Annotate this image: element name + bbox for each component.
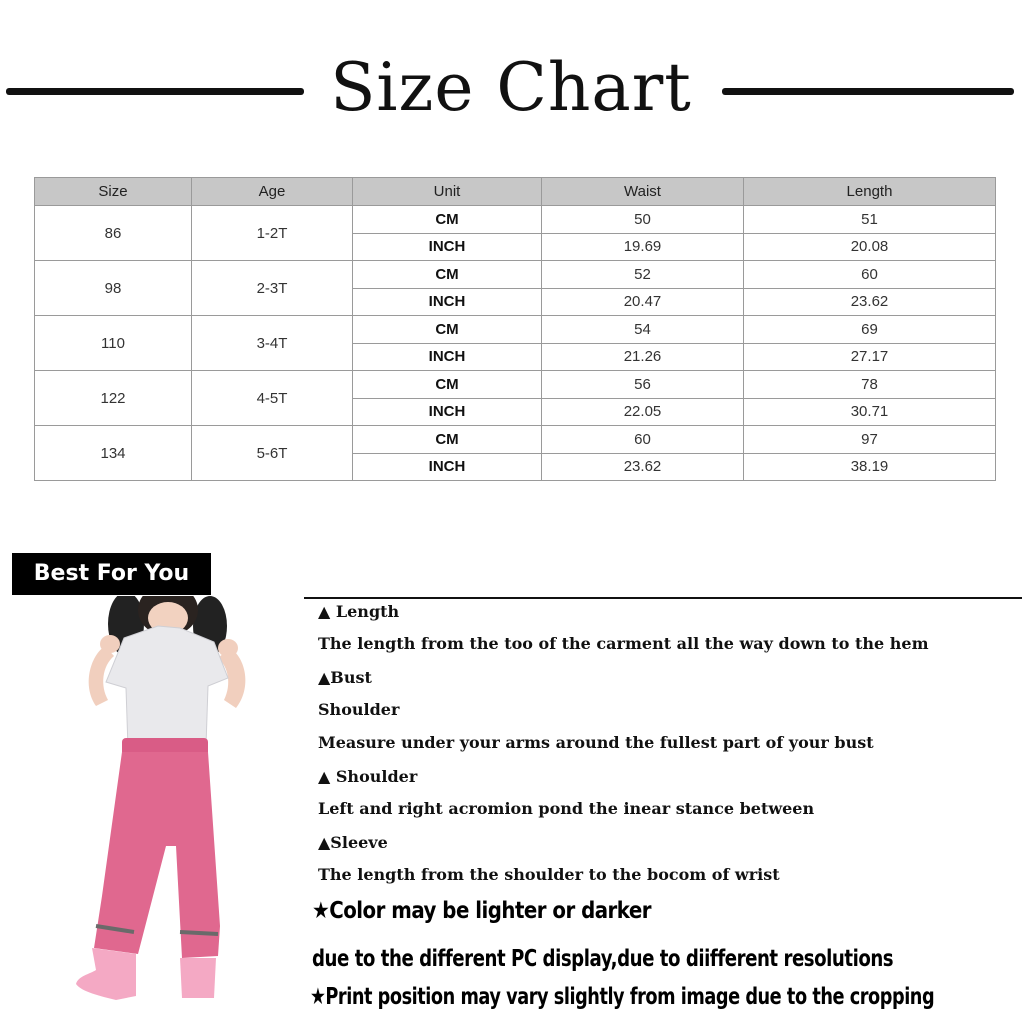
right-boot [180,958,216,998]
unit-cell: INCH [353,233,542,261]
length-cell: 60 [744,261,996,289]
age-cell: 4-5T [192,371,353,426]
waist-cell: 52 [542,261,744,289]
t-shirt [106,626,228,748]
waist-cell: 56 [542,371,744,399]
length-cell: 23.62 [744,288,996,316]
bust-description: Measure under your arms around the fullest part of your bust [318,733,874,752]
waist-cell: 20.47 [542,288,744,316]
color-note: ★Color may be lighter or darker [312,898,652,924]
waist-cell: 19.69 [542,233,744,261]
print-note: ★Print position may vary slightly from image due to the cropping [310,984,935,1010]
length-cell: 20.08 [744,233,996,261]
waist-cell: 50 [542,206,744,234]
unit-cell: CM [353,316,542,344]
display-note: due to the different PC display,due to diifferent resolutions [312,946,894,972]
size-cell: 110 [35,316,192,371]
table-row [35,316,996,344]
waist-cell: 54 [542,316,744,344]
size-table [34,177,996,481]
length-cell: 51 [744,206,996,234]
age-cell: 5-6T [192,426,353,481]
table-row [35,371,996,399]
best-for-you-badge: Best For You [12,553,211,595]
table-row [35,261,996,289]
length-cell: 69 [744,316,996,344]
unit-cell: CM [353,206,542,234]
age-cell: 3-4T [192,316,353,371]
sleeve-heading: ▲Sleeve [318,833,388,852]
description-divider [304,597,1022,599]
unit-cell: INCH [353,288,542,316]
size-cell: 98 [35,261,192,316]
size-cell: 134 [35,426,192,481]
left-hand [100,635,120,653]
title-divider-left [6,88,304,95]
size-cell: 86 [35,206,192,261]
unit-cell: INCH [353,398,542,426]
header-unit: Unit [353,178,542,206]
waist-cell: 21.26 [542,343,744,371]
title-divider-right [722,88,1014,95]
length-cell: 97 [744,426,996,454]
age-cell: 2-3T [192,261,353,316]
length-description: The length from the too of the carment all the way down to the hem [318,634,929,653]
age-cell: 1-2T [192,206,353,261]
bust-subheading: Shoulder [318,700,400,719]
length-cell: 38.19 [744,453,996,481]
unit-cell: CM [353,261,542,289]
bust-heading: ▲Bust [318,668,372,687]
header-waist: Waist [542,178,744,206]
unit-cell: CM [353,426,542,454]
waist-cell: 22.05 [542,398,744,426]
length-cell: 30.71 [744,398,996,426]
table-row [35,206,996,234]
left-boot [76,948,136,1000]
size-cell: 122 [35,371,192,426]
unit-cell: CM [353,371,542,399]
shoulder-description: Left and right acromion pond the inear stance between [318,799,815,818]
shoulder-heading: ▲ Shoulder [318,767,418,786]
unit-cell: INCH [353,453,542,481]
page-title: Size Chart [330,49,692,126]
pants-right-reflective-strip [180,932,218,934]
header-size: Size [35,178,192,206]
title-row [0,24,1024,126]
table-header-row [35,178,996,206]
sleeve-description: The length from the shoulder to the bocom of wrist [318,865,780,884]
child-model-photo [30,596,270,1016]
header-age: Age [192,178,353,206]
length-heading: ▲ Length [318,602,400,621]
waist-cell: 60 [542,426,744,454]
length-cell: 78 [744,371,996,399]
right-hand [218,639,238,657]
waist-cell: 23.62 [542,453,744,481]
unit-cell: INCH [353,343,542,371]
table-row [35,426,996,454]
length-cell: 27.17 [744,343,996,371]
header-length: Length [744,178,996,206]
